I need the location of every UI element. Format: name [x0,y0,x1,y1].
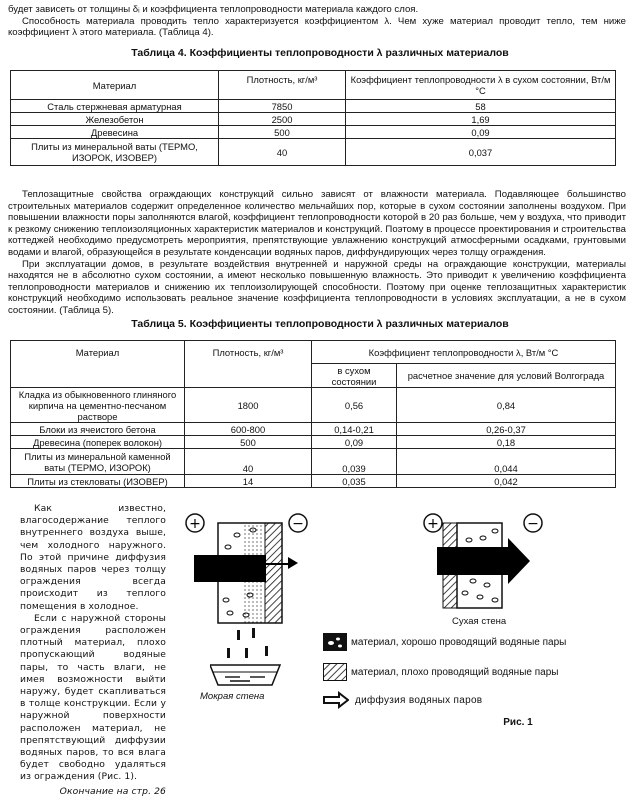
water-dish-icon [210,628,310,688]
cell: Сталь стержневая арматурная [11,100,219,113]
porous-material-icon [323,633,347,651]
legend-label: материал, плохо проводящий водяные пары [351,666,559,678]
continued-note: Окончание на стр. 26 [59,785,166,797]
side-column [20,503,166,798]
cell: 0,14-0,21 [312,423,397,436]
dense-material-icon [323,663,347,681]
cell: 2500 [219,113,346,126]
cell: 500 [185,436,312,449]
cell: Древесина (поперек волокон) [11,436,185,449]
table5-header-calc: расчетное значение для условий Волгограда [397,364,616,388]
cell: 0,09 [346,126,616,139]
table-row [11,100,616,113]
cell: 40 [219,139,346,166]
side-paragraph-1: Как известно, влагосодержание теплого внутреннего воздуха выше, чем холодного наружного. По этой причине диффузия водяных паров через толщу ограждения всегда происходит из теплого помещения в холодное. [20,503,166,612]
minus-icon: − [527,516,539,532]
cell: 0,035 [312,475,397,488]
cell: Древесина [11,126,219,139]
cell: 58 [346,100,616,113]
legend-label: диффузия водяных паров [355,694,483,706]
cell: 1,69 [346,113,616,126]
wet-wall-caption: Мокрая стена [200,691,265,702]
table-row [11,423,616,436]
table-row [11,475,616,488]
cell: 40 [185,449,312,475]
cell: Кладка из обыкновенного глиняного кирпича на цементно-песчаном растворе [11,388,185,423]
body-text [8,189,626,317]
cell: 0,26-0,37 [397,423,616,436]
cell: Плиты из стекловаты (ИЗОВЕР) [11,475,185,488]
figure-legend [323,631,633,728]
body-paragraph-2: При эксплуатации домов, в результате воздействия внутренней и наружной среды на ограждающие конструкции, материалы находятся не в абсолютно сухом состоянии, а имеют несколько повышенную влажность. Это приводит к увеличению коэффициента теплопроводности материалов и снижению их теплоизолирующей способности. Поэтому при оценке теплозащитных характеристик конструкций необходимо использовать реальное значение коэффициента теплопроводности в условиях эксплуатации, а не в сухом состоянии. (Таблица 5). [8,258,626,316]
cell: 0,037 [346,139,616,166]
cell: Плиты из минеральной каменной ваты (ТЕРМО, ИЗОРОК) [11,449,185,475]
cell: 0,044 [397,449,616,475]
intro-paragraph: Способность материала проводить тепло характеризуется коэффициентом λ. Чем хуже материал проводит тепло, тем ниже коэффициент λ этого материала. (Таблица 4). [8,15,626,39]
table4 [10,70,616,166]
cell: 1800 [185,388,312,423]
table5-title: Таблица 5. Коэффициенты теплопроводности λ различных материалов [131,318,509,330]
legend-item [323,631,633,653]
wet-wall-diagram [180,505,320,625]
table5-header-density: Плотность, кг/м³ [185,341,312,388]
arrow-right-icon [323,691,349,709]
plus-icon: + [189,516,201,532]
table-row [11,139,616,166]
table4-title: Таблица 4. Коэффициенты теплопроводности λ различных материалов [131,47,509,59]
cell: 0,039 [312,449,397,475]
cell: 600-800 [185,423,312,436]
cell: 14 [185,475,312,488]
table5-header-material: Материал [11,341,185,388]
table5-header-coef: Коэффициент теплопроводности λ, Вт/м °С [312,341,616,364]
cell: 0,56 [312,388,397,423]
cell: Блоки из ячеистого бетона [11,423,185,436]
table4-header-coef: Коэффициент теплопроводности λ в сухом состоянии, Вт/м °С [346,71,616,100]
cell: 0,84 [397,388,616,423]
table5 [10,340,616,488]
intro-line: будет зависеть от толщины δᵢ и коэффициента теплопроводности материала каждого слоя. [8,4,419,15]
figure-label: Рис. 1 [503,717,533,728]
legend-item [323,661,633,683]
table-row [11,126,616,139]
dry-wall-caption: Сухая стена [452,616,507,627]
body-paragraph-1: Теплозащитные свойства ограждающих конструкций сильно зависят от влажности материала. Подавляющее большинство строительных материалов содержит определенное количество мельчайших пор, которые в сухом состоянии заполнены воздухом. При повышении влажности поры заполняются влагой, коэффициент теплопроводности которой в 20 раз больше, чем у воздуха, что приводит к резкому снижению теплоизоляционных характеристик материалов и конструкций. Поэтому в процессе проектирования и строительства коттеджей необходимо предусмотреть мероприятия, препятствующие увлажнению конструкций атмосферными осадками, грунтовыми водами и влагой, образующейся в результате конденсации водяных паров, диффундирующих через толщу ограждения. [8,189,626,258]
legend-item [323,689,633,711]
cell: 500 [219,126,346,139]
cell: 7850 [219,100,346,113]
table-row [11,113,616,126]
dry-wall-diagram [405,505,555,615]
diffusion-arrow-blocked [194,555,266,582]
table-row [11,436,616,449]
legend-label: материал, хорошо проводящий водяные пары [351,636,567,648]
cell: 0,09 [312,436,397,449]
table5-header-dry: в сухом состоянии [312,364,397,388]
cell: Железобетон [11,113,219,126]
plus-icon: + [427,516,439,532]
table4-header-density: Плотность, кг/м³ [219,71,346,100]
table-row [11,388,616,423]
side-paragraph-2: Если с наружной стороны ограждения расположен плотный материал, плохо пропускающий водяные пары, то часть влаги, не имея возможности выйти наружу, будет скапливаться в толще конструкции. Если у наружной поверхности расположен материал, не препятствующий диффузии водяных паров, то вся влага будет свободно удаляться из ограждения (Рис. 1). [20,612,166,783]
table-row [11,449,616,475]
table4-header-material: Материал [11,71,219,100]
minus-icon: − [292,516,304,532]
intro [8,4,626,39]
cell: 0,18 [397,436,616,449]
cell: 0,042 [397,475,616,488]
cell: Плиты из минеральной ваты (ТЕРМО, ИЗОРОК, ИЗОВЕР) [11,139,219,166]
